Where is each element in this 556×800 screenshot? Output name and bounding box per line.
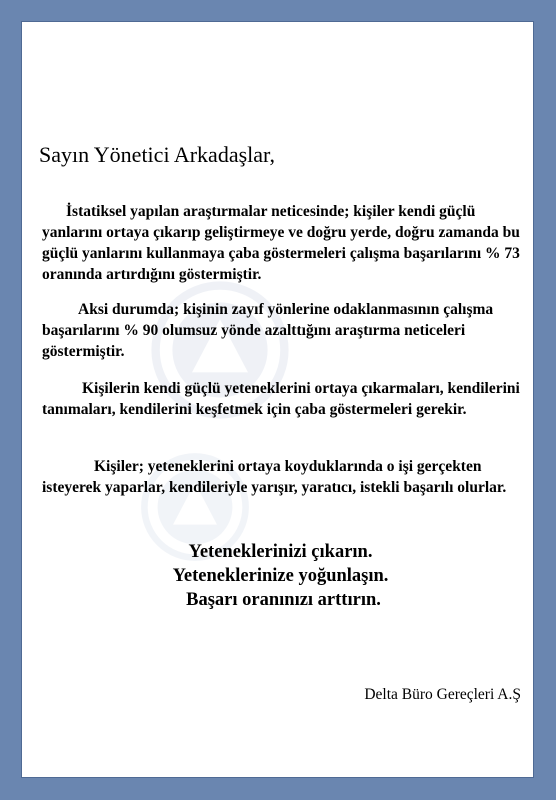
paragraph-3: Kişilerin kendi güçlü yeteneklerini ortaya çıkarmaları, kendilerini tanımaları, kendilerini keşfetmek için çaba göstermeleri gerekir. — [42, 380, 520, 418]
letter-page — [21, 21, 534, 778]
company-signature: Delta Büro Gereçleri A.Ş — [364, 686, 521, 703]
slogan-1: Yeteneklerinizi çıkarın. — [188, 542, 373, 562]
slogan-3: Başarı oranınızı arttırın. — [186, 590, 381, 610]
slogan-block — [22, 540, 535, 612]
greeting: Sayın Yönetici Arkadaşlar, — [39, 142, 275, 167]
paragraph-4: Kişiler; yeteneklerini ortaya koyduklarında o işi gerçekten isteyerek yaparlar, kendileriyle yarışır, yaratıcı, istekli başarılı olurlar. — [42, 458, 507, 496]
paragraph-1: İstatiksel yapılan araştırmalar neticesinde; kişiler kendi güçlü yanlarını ortaya çıkarıp geliştirmeye ve doğru yerde, doğru zamanda bu güçlü yanlarını kullanmaya çaba göstermeleri çalışma başarılarını % 73 oranında artırdığını göstermiştir. — [42, 203, 520, 283]
paragraph-2: Aksi durumda; kişinin zayıf yönlerine odaklanmasının çalışma başarılarını % 90 olumsuz yönde azalttığını araştırma neticeleri göstermiştir. — [42, 301, 494, 360]
slogan-2: Yeteneklerinize yoğunlaşın. — [172, 566, 389, 586]
